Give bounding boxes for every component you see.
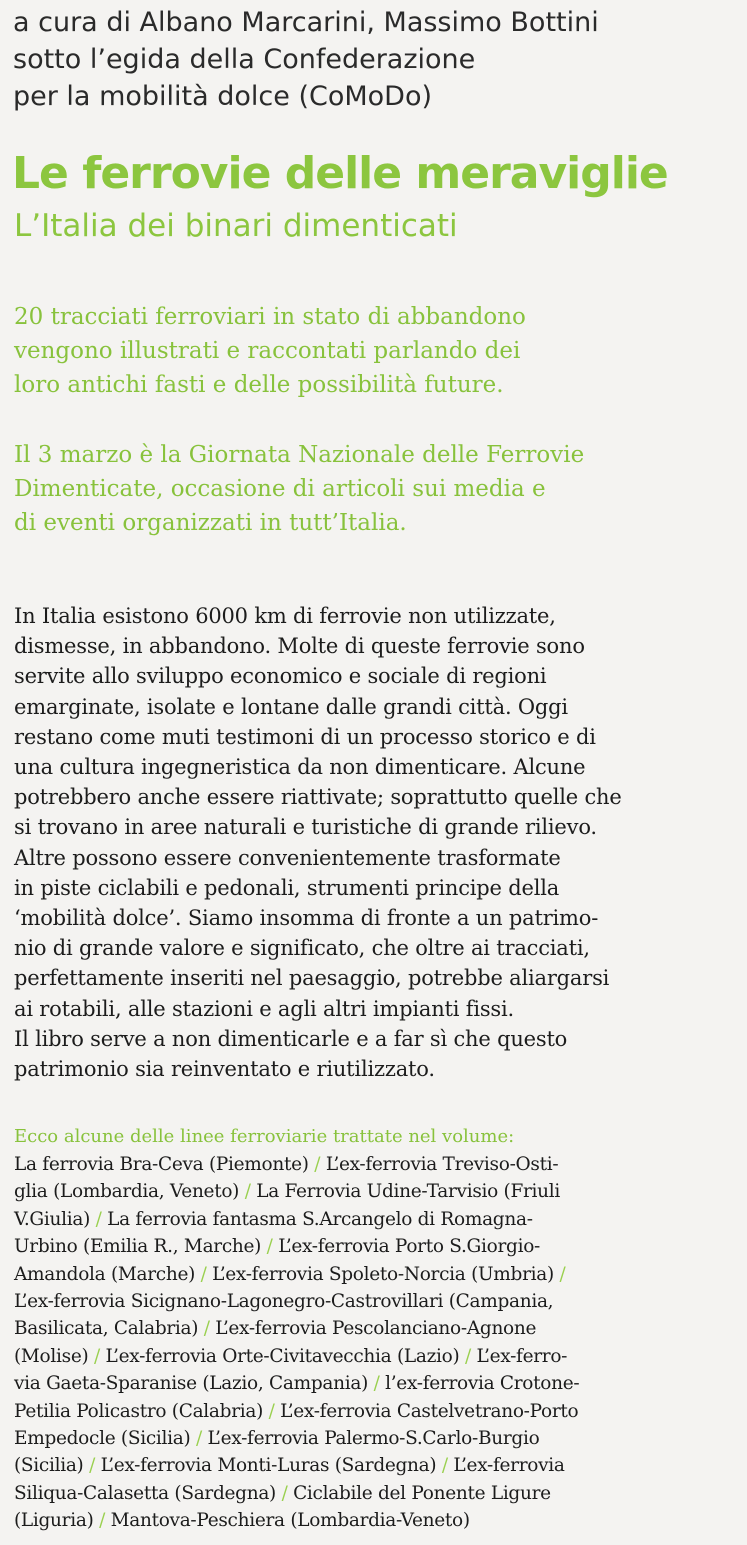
body-paragraph (14, 601, 739, 1084)
event-line: di eventi organizzati in tutt’Italia. (14, 510, 407, 536)
event-line: Dimenticate, occasione di articoli sui media e (14, 476, 546, 502)
railway-line-text: L’ex-ferrovia Palermo-S.Carlo-Burgio (201, 1428, 540, 1450)
railway-line-text: Mantova-Peschiera (Lombardia-Veneto) (105, 1510, 470, 1532)
list-separator: / (200, 1263, 207, 1285)
body-line: servite allo sviluppo economico e sociale di regioni (14, 664, 547, 689)
list-separator: / (281, 1482, 288, 1504)
list-separator: / (441, 1455, 448, 1477)
body-line: Il libro serve a non dimenticarle e a far sì che questo (14, 1026, 568, 1051)
book-subtitle: L’Italia dei binari dimenticati (14, 208, 458, 244)
list-separator: / (268, 1400, 275, 1422)
authors-line: sotto l’egida della Confederazione (13, 44, 476, 75)
railway-line-text: L’ex-ferro- (470, 1345, 568, 1367)
railway-line-text: Ciclabile del Ponente Ligure (287, 1482, 551, 1504)
railway-line-text: (Sicilia) (14, 1455, 90, 1477)
railway-lines-row (14, 1315, 739, 1342)
event-paragraph (14, 438, 739, 540)
railway-line-text: La Ferrovia Udine-Tarvisio (Friuli (250, 1181, 561, 1203)
body-line: ‘mobilità dolce’. Siamo insomma di fronte a un patrimo- (14, 906, 599, 931)
list-separator: / (89, 1455, 95, 1477)
railway-line-text: Empedocle (Sicilia) (14, 1428, 196, 1450)
railway-lines-row (14, 1206, 739, 1233)
railway-lines-row (14, 1370, 739, 1397)
list-separator: / (93, 1345, 100, 1367)
body-line: Altre possono essere convenientemente trasformate (14, 845, 561, 870)
railway-lines-row (14, 1233, 739, 1260)
railway-lines-row (14, 1452, 739, 1479)
list-separator: / (195, 1428, 202, 1450)
railway-line-text: Petilia Policastro (Calabria) (14, 1400, 269, 1422)
railway-line-text: L’ex-ferrovia Castelvetrano-Porto (274, 1400, 579, 1422)
list-separator: / (464, 1345, 471, 1367)
body-line: emarginate, isolate e lontane dalle grandi città. Oggi (14, 694, 568, 719)
body-line: in piste ciclabili e pedonali, strumenti principe della (14, 875, 560, 900)
railway-line-text: l’ex-ferrovia Crotone- (379, 1373, 580, 1395)
railway-lines-row (14, 1507, 739, 1534)
list-separator: / (244, 1181, 251, 1203)
railway-line-text: glia (Lombardia, Veneto) (14, 1181, 245, 1203)
list-separator: / (559, 1263, 566, 1285)
body-line: una cultura ingegneristica da non dimenticare. Alcune (14, 755, 586, 780)
authors-line: per la mobilità dolce (CoMoDo) (13, 81, 433, 112)
railway-lines-row (14, 1398, 739, 1425)
body-line: perfettamente inseriti nel paesaggio, potrebbe aliargarsi (14, 966, 610, 991)
railway-line-text: L’ex-ferrovia (447, 1455, 565, 1477)
intro-line: 20 tracciati ferroviari in stato di abbandono (14, 304, 526, 330)
body-line: restano come muti testimoni di un processo storico e di (14, 724, 596, 749)
intro-line: loro antichi fasti e delle possibilità future. (14, 372, 504, 398)
railway-lines-row (14, 1151, 739, 1178)
railway-line-text: La ferrovia fantasma S.Arcangelo di Romagna- (101, 1208, 533, 1230)
railway-lines-row (14, 1425, 739, 1452)
body-line: nio di grande valore e significato, che oltre ai tracciati, (14, 936, 590, 961)
body-line: dismesse, in abbandono. Molte di queste ferrovie sono (14, 634, 585, 659)
authors-line: a cura di Albano Marcarini, Massimo Bottini (13, 7, 599, 38)
railway-line-text: L’ex-ferrovia Pescolanciano-Agnone (209, 1318, 537, 1340)
list-separator: / (95, 1208, 102, 1230)
railway-lines-row (14, 1343, 739, 1370)
railway-line-text: L’ex-ferrovia Spoleto-Norcia (Umbria) (206, 1263, 560, 1285)
railway-line-text: (Liguria) (14, 1510, 100, 1532)
railway-line-text: via Gaeta-Sparanise (Lazio, Campania) (14, 1373, 374, 1395)
railway-line-text: V.Giulia) (14, 1208, 96, 1230)
intro-line: vengono illustrati e raccontati parlando dei (14, 338, 521, 364)
railway-lines-row (14, 1261, 739, 1288)
authors-block (13, 4, 738, 115)
body-line: ai rotabili, alle stazioni e agli altri impianti fissi. (14, 996, 515, 1021)
railway-line-text: (Molise) (14, 1345, 94, 1367)
railway-line-text: La ferrovia Bra-Ceva (Piemonte) (14, 1154, 315, 1175)
intro-paragraph (14, 300, 739, 402)
list-separator: / (266, 1236, 273, 1258)
railway-line-text: L’ex-ferrovia Orte-Civitavecchia (Lazio) (99, 1345, 465, 1367)
railway-line-text: Basilicata, Calabria) (14, 1318, 204, 1340)
railway-line-text: L’ex-ferrovia Porto S.Giorgio- (272, 1236, 540, 1258)
list-separator: / (99, 1510, 106, 1532)
railway-line-text: Amandola (Marche) (14, 1263, 201, 1285)
body-line: potrebbero anche essere riattivate; soprattutto quelle che (14, 785, 622, 810)
railway-line-text: Siliqua-Calasetta (Sardegna) (14, 1482, 282, 1504)
body-line: patrimonio sia reinventato e riutilizzato. (14, 1057, 435, 1082)
list-separator: / (373, 1373, 380, 1395)
railway-lines-row (14, 1288, 739, 1315)
body-line: In Italia esistono 6000 km di ferrovie non utilizzate, (14, 604, 556, 628)
railway-line-text: L’ex-ferrovia Treviso-Osti- (320, 1154, 559, 1175)
railway-lines-row (14, 1178, 739, 1205)
body-line: si trovano in aree naturali e turistiche di grande rilievo. (14, 815, 597, 840)
list-separator: / (314, 1154, 321, 1175)
event-line: Il 3 marzo è la Giornata Nazionale delle Ferrovie (14, 442, 585, 468)
railway-lines-list (14, 1151, 739, 1535)
railway-line-text: L’ex-ferrovia Monti-Luras (Sardegna) (95, 1455, 442, 1477)
list-separator: / (203, 1318, 210, 1340)
lines-heading: Ecco alcune delle linee ferroviarie trattate nel volume: (14, 1126, 515, 1147)
railway-line-text: L’ex-ferrovia Sicignano-Lagonegro-Castrovillari (Campania, (14, 1291, 554, 1313)
railway-lines-row (14, 1480, 739, 1507)
railway-line-text: Urbino (Emilia R., Marche) (14, 1236, 267, 1258)
book-title: Le ferrovie delle meraviglie (12, 148, 668, 199)
